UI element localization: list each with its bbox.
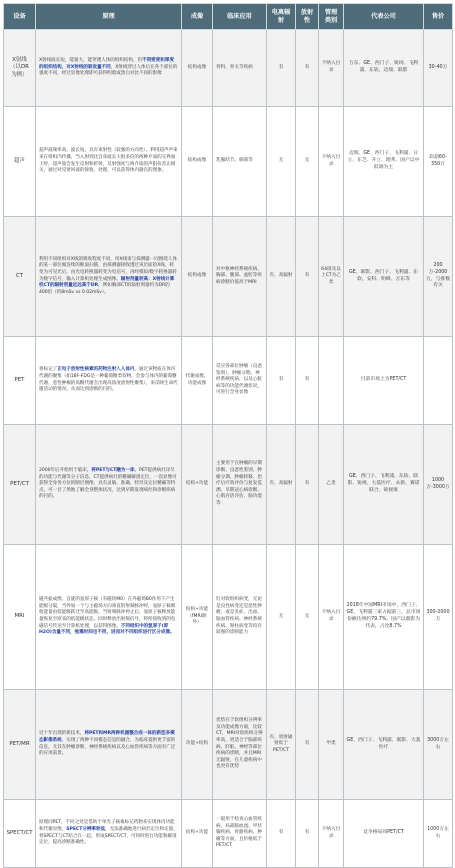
header-companies: 代表公司	[344, 4, 424, 30]
device-cell: SPECT/CT	[4, 800, 36, 868]
table-row	[4, 107, 453, 217]
header-imaging: 成像	[182, 4, 213, 30]
table-row	[4, 217, 453, 337]
device-cell: CT	[4, 217, 36, 337]
principle-text: 磁共振成像，自旋的氢原子核（有磁矩M0）在外磁场B0作用下产生能级分裂，当外加一个与主磁场方向垂直的射频脉冲时，氢原子核吸收能量由低能级跃迁至高能级，当射频脉冲停止后，氢原子核释放能量恢复至原来的低能级状态，同时释放出射频信号，将所接收到的电磁信号传送至计算机处理，以获得图像。	[39, 597, 176, 629]
header-clinical: 临床应用	[213, 4, 267, 30]
principle-highlight: 将PET与CT融为一体	[91, 468, 135, 474]
radiation-cell: 有，放射辐射低于PET/CT	[267, 690, 296, 800]
price-cell: 200万-2000万，与排数有关	[424, 217, 453, 337]
principle-text: ，通过该物质在体内代谢的聚集（如18F-FDG是一种葡萄糖类似物，会参与体内的葡萄糖代谢，恶性肿瘤的高糖代谢会出现高浓度放射性聚集），来反映生命代谢活动的情况，从而达到诊断的目的。	[39, 367, 178, 393]
device-cell: 超声	[4, 107, 36, 217]
management-cell	[319, 337, 344, 425]
companies-cell: 竞争格局同PET/CT	[344, 800, 424, 868]
management-cell: 不纳入目录	[319, 545, 344, 690]
device-cell: X射线 （以DR 为例）	[4, 30, 36, 107]
imaging-cell: 结构成像	[182, 217, 213, 337]
clinical-cell: 对中枢神经系统疾病、胸部、腹部、盆腔等疾病诊断价值高于MRI	[213, 217, 267, 337]
principle-cell	[36, 800, 182, 868]
principle-text: 原理同PET，不同之处是借助于单光子核素标记药物来实现体内功能和代谢显像，	[39, 820, 175, 832]
principle-text: X射线波长短，能量大，能穿透人体的组织结构，但	[39, 58, 143, 64]
principle-cell	[36, 217, 182, 337]
management-cell: 不纳入目录	[319, 800, 344, 868]
price-cell	[424, 337, 453, 425]
radiation-cell: 无	[267, 107, 296, 217]
principle-text: ，PET提供病灶详尽的功能与代谢等分子信息，CT提供病灶的精确解剖定位，一次显像可获得全身各方位的断层图像，具有灵敏、准确、特异及定位精确等特点，可一目了然地了解全身整体状况，达到早期发现病灶和诊断疾病的目的。	[39, 468, 177, 500]
principle-text: ，X射线穿过人体后在各个部位的强度不同，经过显像处理即可获得明暗或黑白对比不同的影像	[39, 64, 178, 77]
radioactivity-cell: 有	[296, 800, 319, 868]
principle-cell	[36, 30, 182, 107]
table-row	[4, 800, 453, 868]
header-radiation: 电离辐 射	[267, 4, 296, 30]
companies-cell: 2018年中国MRI市场中，西门子、GE、飞利浦三家占据前三，总市场份额达到约79.7%。国产以联影为代表，占比8.7%	[344, 545, 424, 690]
imaging-cell: 结构+功能	[182, 425, 213, 545]
price-cell: 30-40万	[424, 30, 453, 107]
principle-text: ，实现了两种不同模态信息的融合，为临床提供更丰富的信息，尤其在肿瘤诊断、神经系统疾病以及心血管疾病等方面有广泛的应用前景。	[39, 737, 176, 757]
principle-text: 近十年出现的新技术，	[39, 731, 85, 737]
radioactivity-cell: 无	[296, 545, 319, 690]
radioactivity-cell: 有	[296, 217, 319, 337]
header-principle: 原理	[36, 4, 182, 30]
clinical-cell: 一般用于检查心血管疾病、局部脑血流、甲状腺疾病、骨骼疾病、肿瘤等方面，且价格低于PET/CT	[213, 800, 267, 868]
principle-cell	[36, 107, 182, 217]
principle-text: ，例如胸部CT的辐射剂量约为DR的400倍（约8mSv vs 0.02mSv）。	[39, 283, 170, 295]
management-cell: 64排及以上CT为乙类	[319, 217, 344, 337]
principle-highlight: SPECT分辨率较低	[66, 826, 106, 832]
management-cell: 不纳入目录	[319, 30, 344, 107]
principle-cell	[36, 425, 182, 545]
principle-highlight: 正电子放射性核素的药物注射入人体内	[57, 367, 135, 373]
radioactivity-cell: 无	[296, 107, 319, 217]
price-cell: 1000万左右	[424, 800, 453, 868]
header-price: 售价	[424, 4, 453, 30]
companies-cell: 万东、GE、西门子、锐珂、飞利浦、东软、迈瑞、联影	[344, 30, 424, 107]
imaging-cell: 结构+功能（fMRI除外）	[182, 545, 213, 690]
imaging-cell: 结构+功能	[182, 800, 213, 868]
price-cell: 3000万左右	[424, 690, 453, 800]
principle-highlight: 将PET和MR两种机器整合成一体的新型多模态影像系统	[39, 731, 175, 743]
radioactivity-cell: 有	[296, 337, 319, 425]
device-cell: PET/CT	[4, 425, 36, 545]
header-row	[4, 4, 453, 30]
radiation-cell: 有，高辐射	[267, 425, 296, 545]
management-cell: 乙类	[319, 425, 344, 545]
clinical-cell: 主要用于在肿瘤的早期诊断、良恶性鉴别、肿瘤分期、肿瘤转移、治疗后疗效评价与复发监测、早期冠心病诊断、心肌存活评估、脑功能等	[213, 425, 267, 545]
device-cell: PET	[4, 337, 36, 425]
clinical-cell: 针对软组织病变，无论是良性病变还是恶性肿瘤，或是炎症、出血、脑血管疾病、神经系统疾病、脊柱病变等均有较强的诊断能力	[213, 545, 267, 690]
clinical-cell: 反应各部位肿瘤（良恶鉴别）、肿瘤分期、神经系统疾病、以及心脏病等的功能代谢状况，可进行全身显像	[213, 337, 267, 425]
imaging-cell: 功能+结构	[182, 690, 213, 800]
price-cell: 300-2000万	[424, 545, 453, 690]
radiation-cell: 有，高辐射	[267, 217, 296, 337]
header-management: 管理 类别	[319, 4, 344, 30]
radioactivity-cell: 有	[296, 30, 319, 107]
device-cell: PET/MR	[4, 690, 36, 800]
companies-cell: 目前市场上为PET/CT	[344, 337, 424, 425]
table-row	[4, 425, 453, 545]
radiation-cell: 有	[267, 800, 296, 868]
imaging-cell: 结构成像	[182, 30, 213, 107]
price-cell: 1000万-3000万	[424, 425, 453, 545]
principle-text: 2000年后开始用于临床，	[39, 468, 92, 474]
companies-cell: GE、联影、西门子、飞利浦、东软、安科、明峰、万东等	[344, 217, 424, 337]
companies-cell: GE、西门子、飞利浦、东软、联影、锐视、大基医疗、永新、赛诺联合、锐视康	[344, 425, 424, 545]
imaging-cell: 代谢成像，功能成像	[182, 337, 213, 425]
medical-imaging-comparison-table	[3, 3, 453, 868]
management-cell: 不纳入目录	[319, 107, 344, 217]
companies-cell: GE、西门子、飞利浦、联影、大基医疗	[344, 690, 424, 800]
header-device: 设备	[4, 4, 36, 30]
principle-highlight: 辐射剂量较高：X射线计算机CT的辐射剂量远远高于DR	[39, 276, 175, 289]
table-row	[4, 30, 453, 107]
radioactivity-cell: 有	[296, 690, 319, 800]
table-row	[4, 545, 453, 690]
principle-highlight: 不同密度和厚度的组织结构，对X射线的吸收量不同	[39, 58, 174, 70]
imaging-cell: 结构成像	[182, 107, 213, 217]
radiation-cell: 无	[267, 545, 296, 690]
radiation-cell: 有	[267, 337, 296, 425]
radiation-cell: 有	[267, 30, 296, 107]
management-cell: 甲类	[319, 690, 344, 800]
clinical-cell: 优势在于软组织分辨率及功能成像方面，比较CT，MRI对软组织分辨率高，更适合于脑部疾病、肝脏、神经等部位疾病的诊断，并且MRI无辐射，在儿童疾病中也更有优势	[213, 690, 267, 800]
principle-cell	[36, 337, 182, 425]
principle-cell	[36, 690, 182, 800]
radioactivity-cell: 有	[296, 425, 319, 545]
principle-text: 超声波频率高，波长短，具有束射性（较强的方向性）。利用超声声束来在组织内传播，当入射到比自身波长大很多倍的两种介质的交界面上时，超声波会发生反射和折射，反射强度与两介质的声阻抗差正相关，通过对反射回波的接收、处理，可以获得体内器官的图象。	[39, 148, 178, 174]
table-row	[4, 337, 453, 425]
table-row	[4, 690, 453, 800]
principle-text: 将标记了	[39, 367, 58, 373]
companies-cell: 迈瑞、GE、西门子、飞利浦、日立、东芝、开立、理邦、国产以中低端为主	[344, 107, 424, 217]
principle-highlight: 不同组织中的氢原子(即H2O)含量不同，弛豫时间也不同，进而对不同组织进行区分成像。	[39, 623, 175, 636]
clinical-cell: 乳腺结节、肺部等	[213, 107, 267, 217]
header-radioactivity: 放射 性	[296, 4, 319, 30]
clinical-cell: 骨科，骨关节疾病	[213, 30, 267, 107]
price-cell: 彩超60-350万	[424, 107, 453, 217]
device-cell: MRI	[4, 545, 36, 690]
principle-text: ，无法准确地进行病灶定位和定量，将SPECT与CT结合在一起，形成SPECT/CT，可同时进行功能和解剖定位，提高诊断准确性。	[39, 826, 178, 846]
principle-text: 利用不同组织对X线的吸收程度不同，用X线束与探测器一同围绕人体的某一部位做连续的断面扫描，由探测器接收透过该层面的X线，转变为可见光后，由光电转换器转变为电信号，再经模拟/数字转换器转为数字信号，输入计算机处理生成图像。	[39, 256, 177, 282]
principle-cell	[36, 545, 182, 690]
